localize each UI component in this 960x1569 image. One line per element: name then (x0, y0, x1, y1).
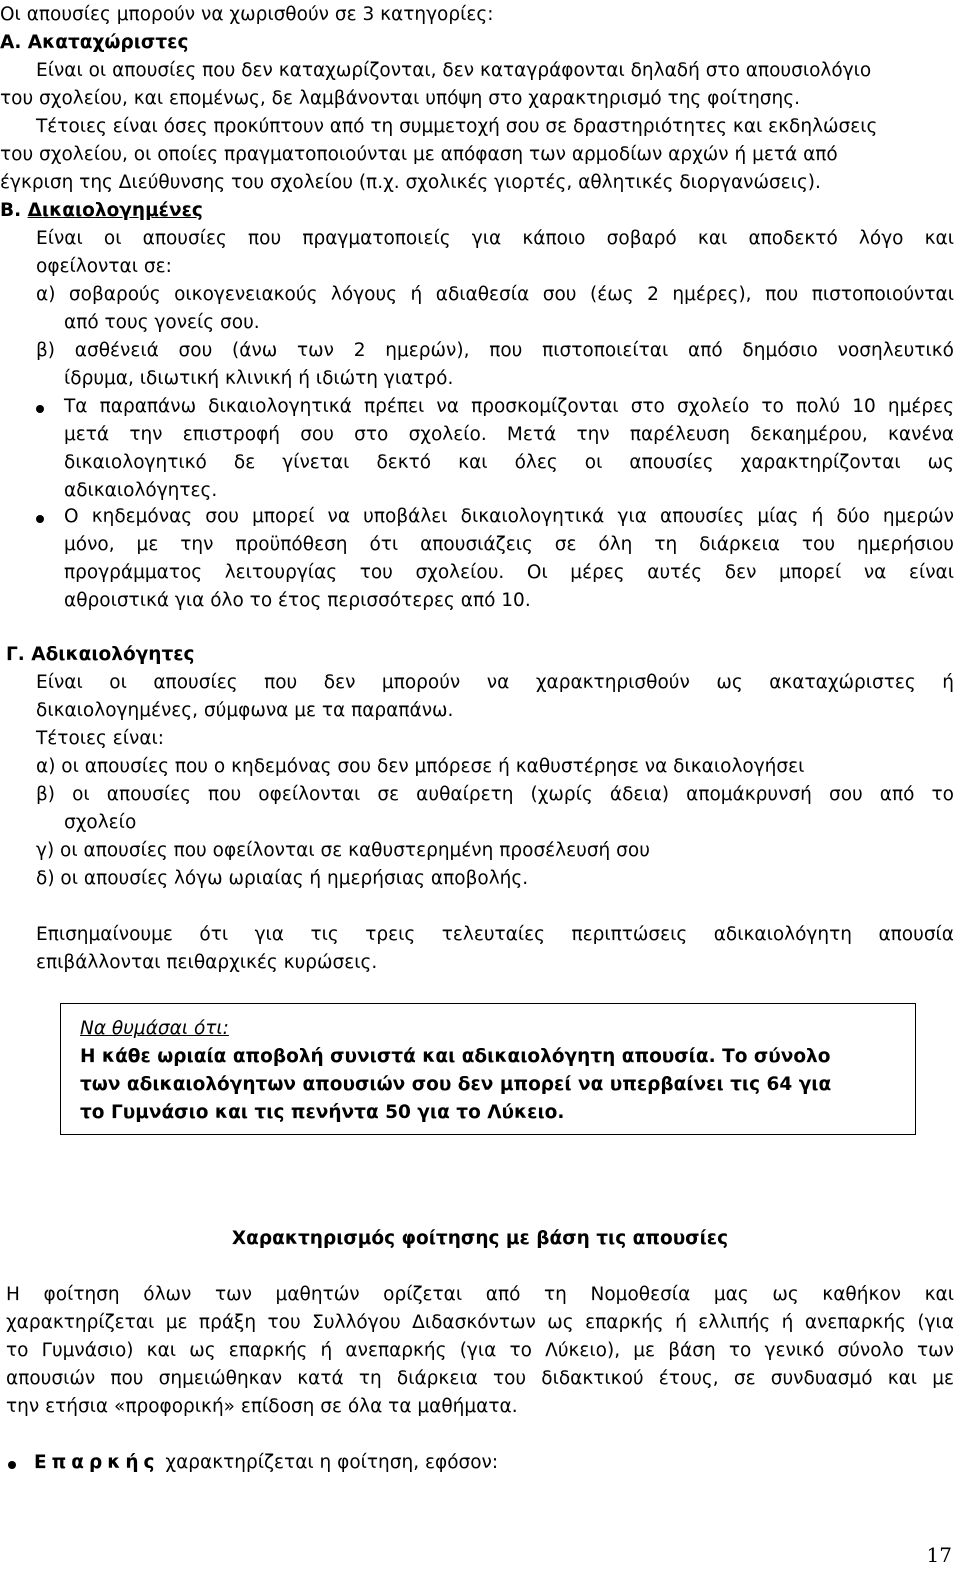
item-b-line: β) ασθένειά σου (άνω των 2 ημερών), που πιστοποιείται από δημόσιο νοσηλευτικό (36, 340, 954, 361)
section-a-line: Είναι οι απουσίες που δεν καταχωρίζονται, δεν καταγράφονται δηλαδή στο απουσιολόγιο (36, 60, 872, 81)
section-c-line: β) οι απουσίες που οφείλονται σε αυθαίρετη (χωρίς άδεια) απομάκρυνσή σου από το (36, 784, 954, 805)
bullet2-line: προγράμματος λειτουργίας του σχολείου. Οι μέρες αυτές δεν μπορεί να είναι (64, 562, 954, 583)
section-c-line: σχολείο (64, 812, 137, 833)
bullet1-line: αδικαιολόγητες. (64, 480, 218, 501)
section-c-line: Τέτοιες είναι: (36, 728, 165, 749)
characterization-line: το Γυμνάσιο) και ως επαρκής ή ανεπαρκής (για το Λύκειο), με βάση το γενικό σύνολο των (6, 1340, 954, 1361)
section-c-line: γ) οι απουσίες που οφείλονται σε καθυστερημένη προσέλευσή σου (36, 840, 650, 861)
section-a-line: του σχολείου, και επομένως, δε λαμβάνονται υπόψη στο χαρακτηρισμό της φοίτησης. (0, 88, 800, 109)
characterization-line: την ετήσια «προφορική» επίδοση σε όλα τα μαθήματα. (6, 1396, 518, 1417)
section-b-intro-line: οφείλονται σε: (36, 256, 172, 277)
page-number: 17 (926, 1543, 952, 1567)
adequate-bullet (34, 1454, 498, 1473)
reminder-line: Η κάθε ωριαία αποβολή συνιστά και αδικαιολόγητη απουσία. Το σύνολο (80, 1046, 831, 1067)
characterization-line: χαρακτηρίζεται με πράξη του Συλλόγου Διδασκόντων ως επαρκής ή ελλιπής ή ανεπαρκής (για (6, 1312, 954, 1333)
closing-line: Επισημαίνουμε ότι για τις τρεις τελευταίες περιπτώσεις αδικαιολόγητη απουσία (36, 924, 954, 945)
bullet2-line: αθροιστικά για όλο το έτος περισσότερες από 10. (64, 590, 531, 611)
section-c-heading: Γ. Αδικαιολόγητες (6, 644, 195, 665)
reminder-line: το Γυμνάσιο και τις πενήντα 50 για το Λύκειο. (80, 1102, 565, 1123)
bullet-icon (8, 1461, 16, 1469)
bullet2-line: Ο κηδεμόνας σου μπορεί να υποβάλει δικαιολογητικά για απουσίες μίας ή δύο ημερών (64, 506, 954, 527)
item-b-line: ίδρυμα, ιδιωτική κλινική ή ιδιώτη γιατρό. (64, 368, 454, 389)
section-a-line: του σχολείου, οι οποίες πραγματοποιούνται με απόφαση των αρμοδίων αρχών ή μετά από (0, 144, 838, 165)
section-b-intro-line: Είναι οι απουσίες που πραγματοποιείς για κάποιο σοβαρό και αποδεκτό λόγο και (36, 228, 954, 249)
section-b-heading (0, 202, 203, 221)
characterization-line: Η φοίτηση όλων των μαθητών ορίζεται από τη Νομοθεσία μας ως καθήκον και (6, 1284, 954, 1305)
section-a-heading: Α. Ακαταχώριστες (0, 32, 189, 53)
item-a-line: α) σοβαρούς οικογενειακούς λόγους ή αδιαθεσία σου (έως 2 ημέρες), που πιστοποιούνται (36, 284, 954, 305)
section-c-line: δικαιολογημένες, σύμφωνα με τα παραπάνω. (36, 700, 454, 721)
section-c-line: δ) οι απουσίες λόγω ωριαίας ή ημερήσιας αποβολής. (36, 868, 529, 889)
adequate-term: Επαρκής (34, 1452, 160, 1473)
characterization-title: Χαρακτηρισμός φοίτησης με βάση τις απουσίες (231, 1228, 729, 1249)
characterization-line: απουσιών που σημειώθηκαν κατά τη διάρκεια του διδακτικού έτους, σε συνδυασμό και με (6, 1368, 954, 1389)
bullet-icon (36, 515, 44, 523)
section-a-line: έγκριση της Διεύθυνσης του σχολείου (π.χ. σχολικές γιορτές, αθλητικές διοργανώσεις). (0, 172, 821, 193)
bullet1-line: Τα παραπάνω δικαιολογητικά πρέπει να προσκομίζονται στο σχολείο το πολύ 10 ημέρες (64, 396, 954, 417)
reminder-line: των αδικαιολόγητων απουσιών σου δεν μπορεί να υπερβαίνει τις 64 για (80, 1074, 832, 1095)
adequate-text: χαρακτηρίζεται η φοίτηση, εφόσον: (165, 1452, 499, 1473)
section-a-line: Τέτοιες είναι όσες προκύπτουν από τη συμμετοχή σου σε δραστηριότητες και εκδηλώσεις (36, 116, 878, 137)
bullet1-line: μετά την επιστροφή σου στο σχολείο. Μετά την παρέλευση δεκαημέρου, κανένα (64, 424, 954, 445)
item-a-line: από τους γονείς σου. (64, 312, 260, 333)
bullet2-line: μόνο, με την προϋπόθεση ότι απουσιάζεις σε όλη τη διάρκεια του ημερήσιου (64, 534, 954, 555)
section-c-line: Είναι οι απουσίες που δεν μπορούν να χαρακτηρισθούν ως ακαταχώριστες ή (36, 672, 954, 693)
bullet1-line: δικαιολογητικό δε γίνεται δεκτό και όλες οι απουσίες χαρακτηρίζονται ως (64, 452, 954, 473)
bullet-icon (36, 405, 44, 413)
closing-line: επιβάλλονται πειθαρχικές κυρώσεις. (36, 952, 378, 973)
reminder-label: Να θυμάσαι ότι: (80, 1018, 229, 1039)
intro-text: Οι απουσίες μπορούν να χωρισθούν σε 3 κατηγορίες: (0, 4, 494, 25)
section-b-heading-text: Β. Δικαιολογημένες (0, 200, 203, 221)
section-c-line: α) οι απουσίες που ο κηδεμόνας σου δεν μπόρεσε ή καθυστέρησε να δικαιολογήσει (36, 756, 805, 777)
